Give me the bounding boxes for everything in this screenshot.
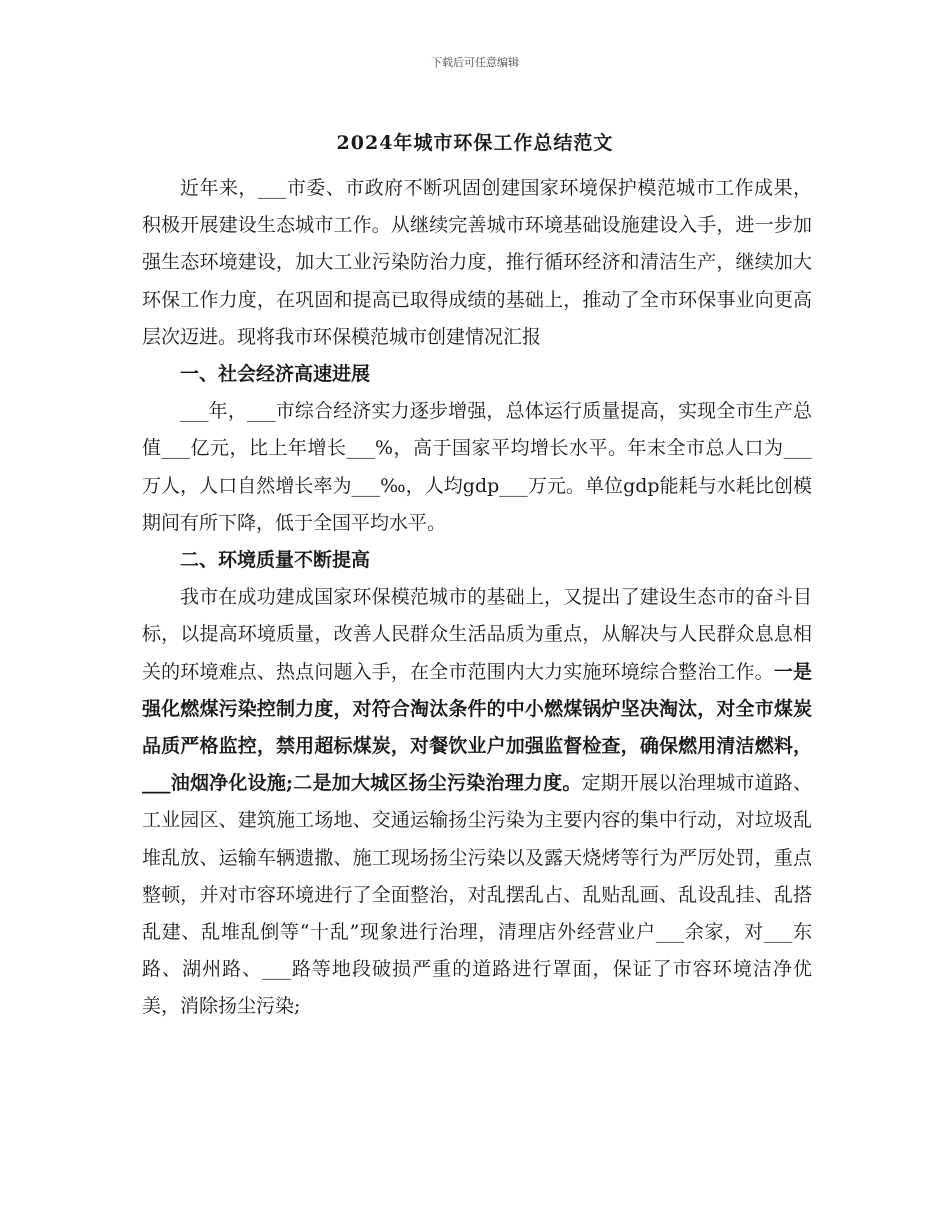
- page-header: 下载后可任意编辑: [431, 56, 519, 69]
- section-heading-2: 二、环境质量不断提高: [180, 549, 371, 572]
- document-title: 2024年城市环保工作总结范文: [336, 132, 614, 154]
- section-2-bold-text: 一是强化燃煤污染控制力度，对符合淘汰条件的中小燃煤锅炉坚决淘汰，对全市煤炭品质严格监控，禁用超标煤炭，对餐饮业户加强监督检查，确保燃用清洁燃料，___油烟净化设施;二是加大城区扬尘污染治理力度。: [142, 660, 812, 795]
- section-2-text-end: 定期开展以治理城市道路、工业园区、建筑施工场地、交通运输扬尘污染为主要内容的集中行动，对垃圾乱堆乱放、运输车辆遗撒、施工现场扬尘污染以及露天烧烤等行为严厉处罚，重点整顿，并对市容环境进行了全面整治，对乱摆乱占、乱贴乱画、乱设乱挂、乱搭乱建、乱堆乱倒等“十乱”现象进行治理，清理店外经营业户___余家，对___东路、湖州路、___路等地段破损严重的道路进行罩面，保证了市容环境洁净优美，消除扬尘污染;: [142, 772, 812, 1018]
- section-heading-1: 一、社会经济高速进展: [180, 363, 371, 386]
- intro-paragraph: 近年来，___市委、市政府不断巩固创建国家环境保护模范城市工作成果，积极开展建设生态城市工作。从继续完善城市环境基础设施建设入手，进一步加强生态环境建设，加大工业污染防治力度，推行循环经济和清洁生产，继续加大环保工作力度，在巩固和提高已取得成绩的基础上，推动了全市环保事业向更高层次迈进。现将我市环保模范城市创建情况汇报: [142, 177, 812, 348]
- section-2-text-start: 我市在成功建成国家环保模范城市的基础上，又提出了建设生态市的奋斗目标，以提高环境质量，改善人民群众生活品质为重点，从解决与人民群众息息相关的环境难点、热点问题入手，在全市范围内大力实施环境综合整治工作。: [142, 586, 812, 683]
- section-1-paragraph: ___年，___市综合经济实力逐步增强，总体运行质量提高，实现全市生产总值___亿元，比上年增长___%，高于国家平均增长水平。年末全市总人口为___万人，人口自然增长率为___‰，人均gdp___万元。单位gdp能耗与水耗比创模期间有所下降，低于全国平均水平。: [142, 400, 812, 534]
- section-2-paragraph: [142, 579, 812, 1025]
- document-body: [142, 170, 812, 1026]
